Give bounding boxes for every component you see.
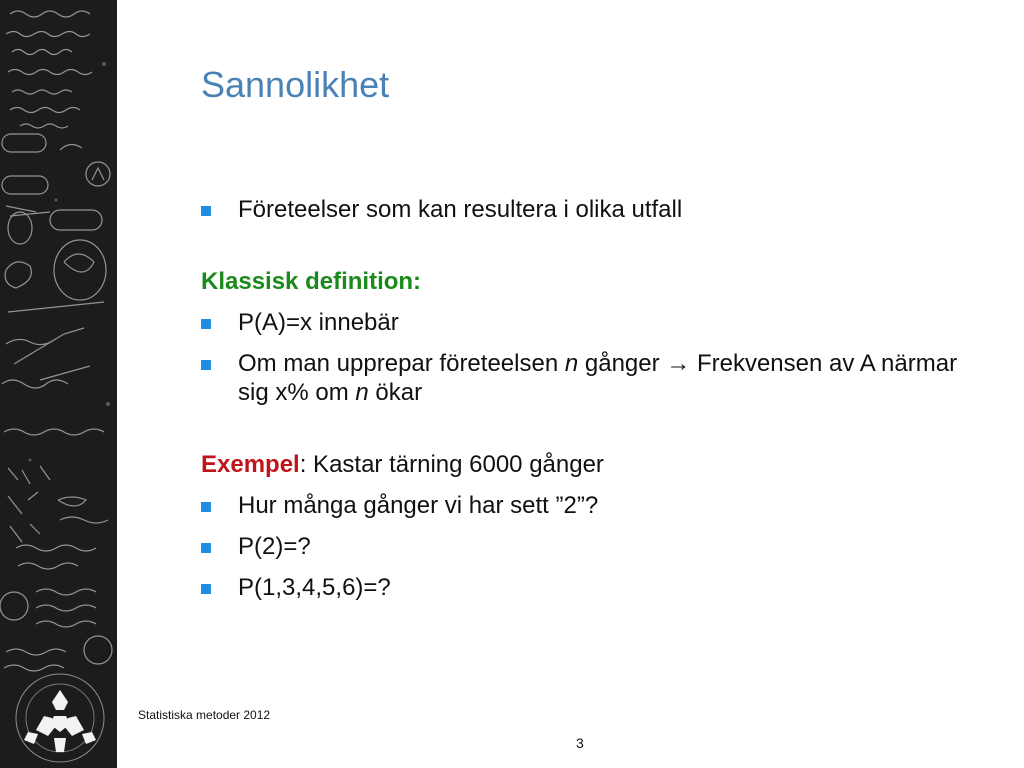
chalk-scribbles xyxy=(0,0,117,768)
bullet-text: Företeelser som kan resultera i olika utfall xyxy=(238,196,683,223)
variable-n: n xyxy=(355,379,369,406)
bullet-item xyxy=(201,491,961,520)
bullet-text: P(A)=x innebär xyxy=(238,309,399,336)
bullet-text: P(1,3,4,5,6)=? xyxy=(238,574,391,601)
university-logo xyxy=(14,672,106,764)
bullet-text-part: gånger xyxy=(578,350,667,377)
chalkboard-decoration xyxy=(0,0,117,768)
bullet-text-part: Om man upprepar företeelsen xyxy=(238,350,565,377)
variable-n: n xyxy=(564,350,579,377)
square-bullet-icon xyxy=(201,360,211,370)
square-bullet-icon xyxy=(201,502,211,512)
square-bullet-icon xyxy=(201,319,211,329)
square-bullet-icon xyxy=(201,206,211,216)
bullet-item xyxy=(201,573,961,602)
bullet-text: P(2)=? xyxy=(238,533,311,560)
spacer xyxy=(201,419,961,450)
slide-body xyxy=(201,195,961,614)
bullet-item xyxy=(201,308,961,337)
bullet-text-part: ökar xyxy=(368,379,423,406)
slide-title: Sannolikhet xyxy=(201,64,390,105)
section-heading-klassisk xyxy=(201,267,961,296)
page-number: 3 xyxy=(576,735,584,751)
bullet-text-part: Frekvensen av A närmar sig x% om xyxy=(238,350,958,406)
square-bullet-icon xyxy=(201,584,211,594)
square-bullet-icon xyxy=(201,543,211,553)
spacer xyxy=(201,236,961,267)
bullet-item xyxy=(201,532,961,561)
footer-course: Statistiska metoder 2012 xyxy=(138,708,271,722)
right-arrow-icon: → xyxy=(666,350,691,377)
bullet-text: Hur många gånger vi har sett ”2”? xyxy=(238,492,599,519)
bullet-item xyxy=(201,349,961,407)
exempel-label: Exempel xyxy=(201,451,300,478)
bullet-item xyxy=(201,195,961,224)
exempel-text: : Kastar tärning 6000 gånger xyxy=(299,451,604,478)
klassisk-heading: Klassisk definition: xyxy=(201,268,422,295)
section-heading-exempel xyxy=(201,450,961,479)
